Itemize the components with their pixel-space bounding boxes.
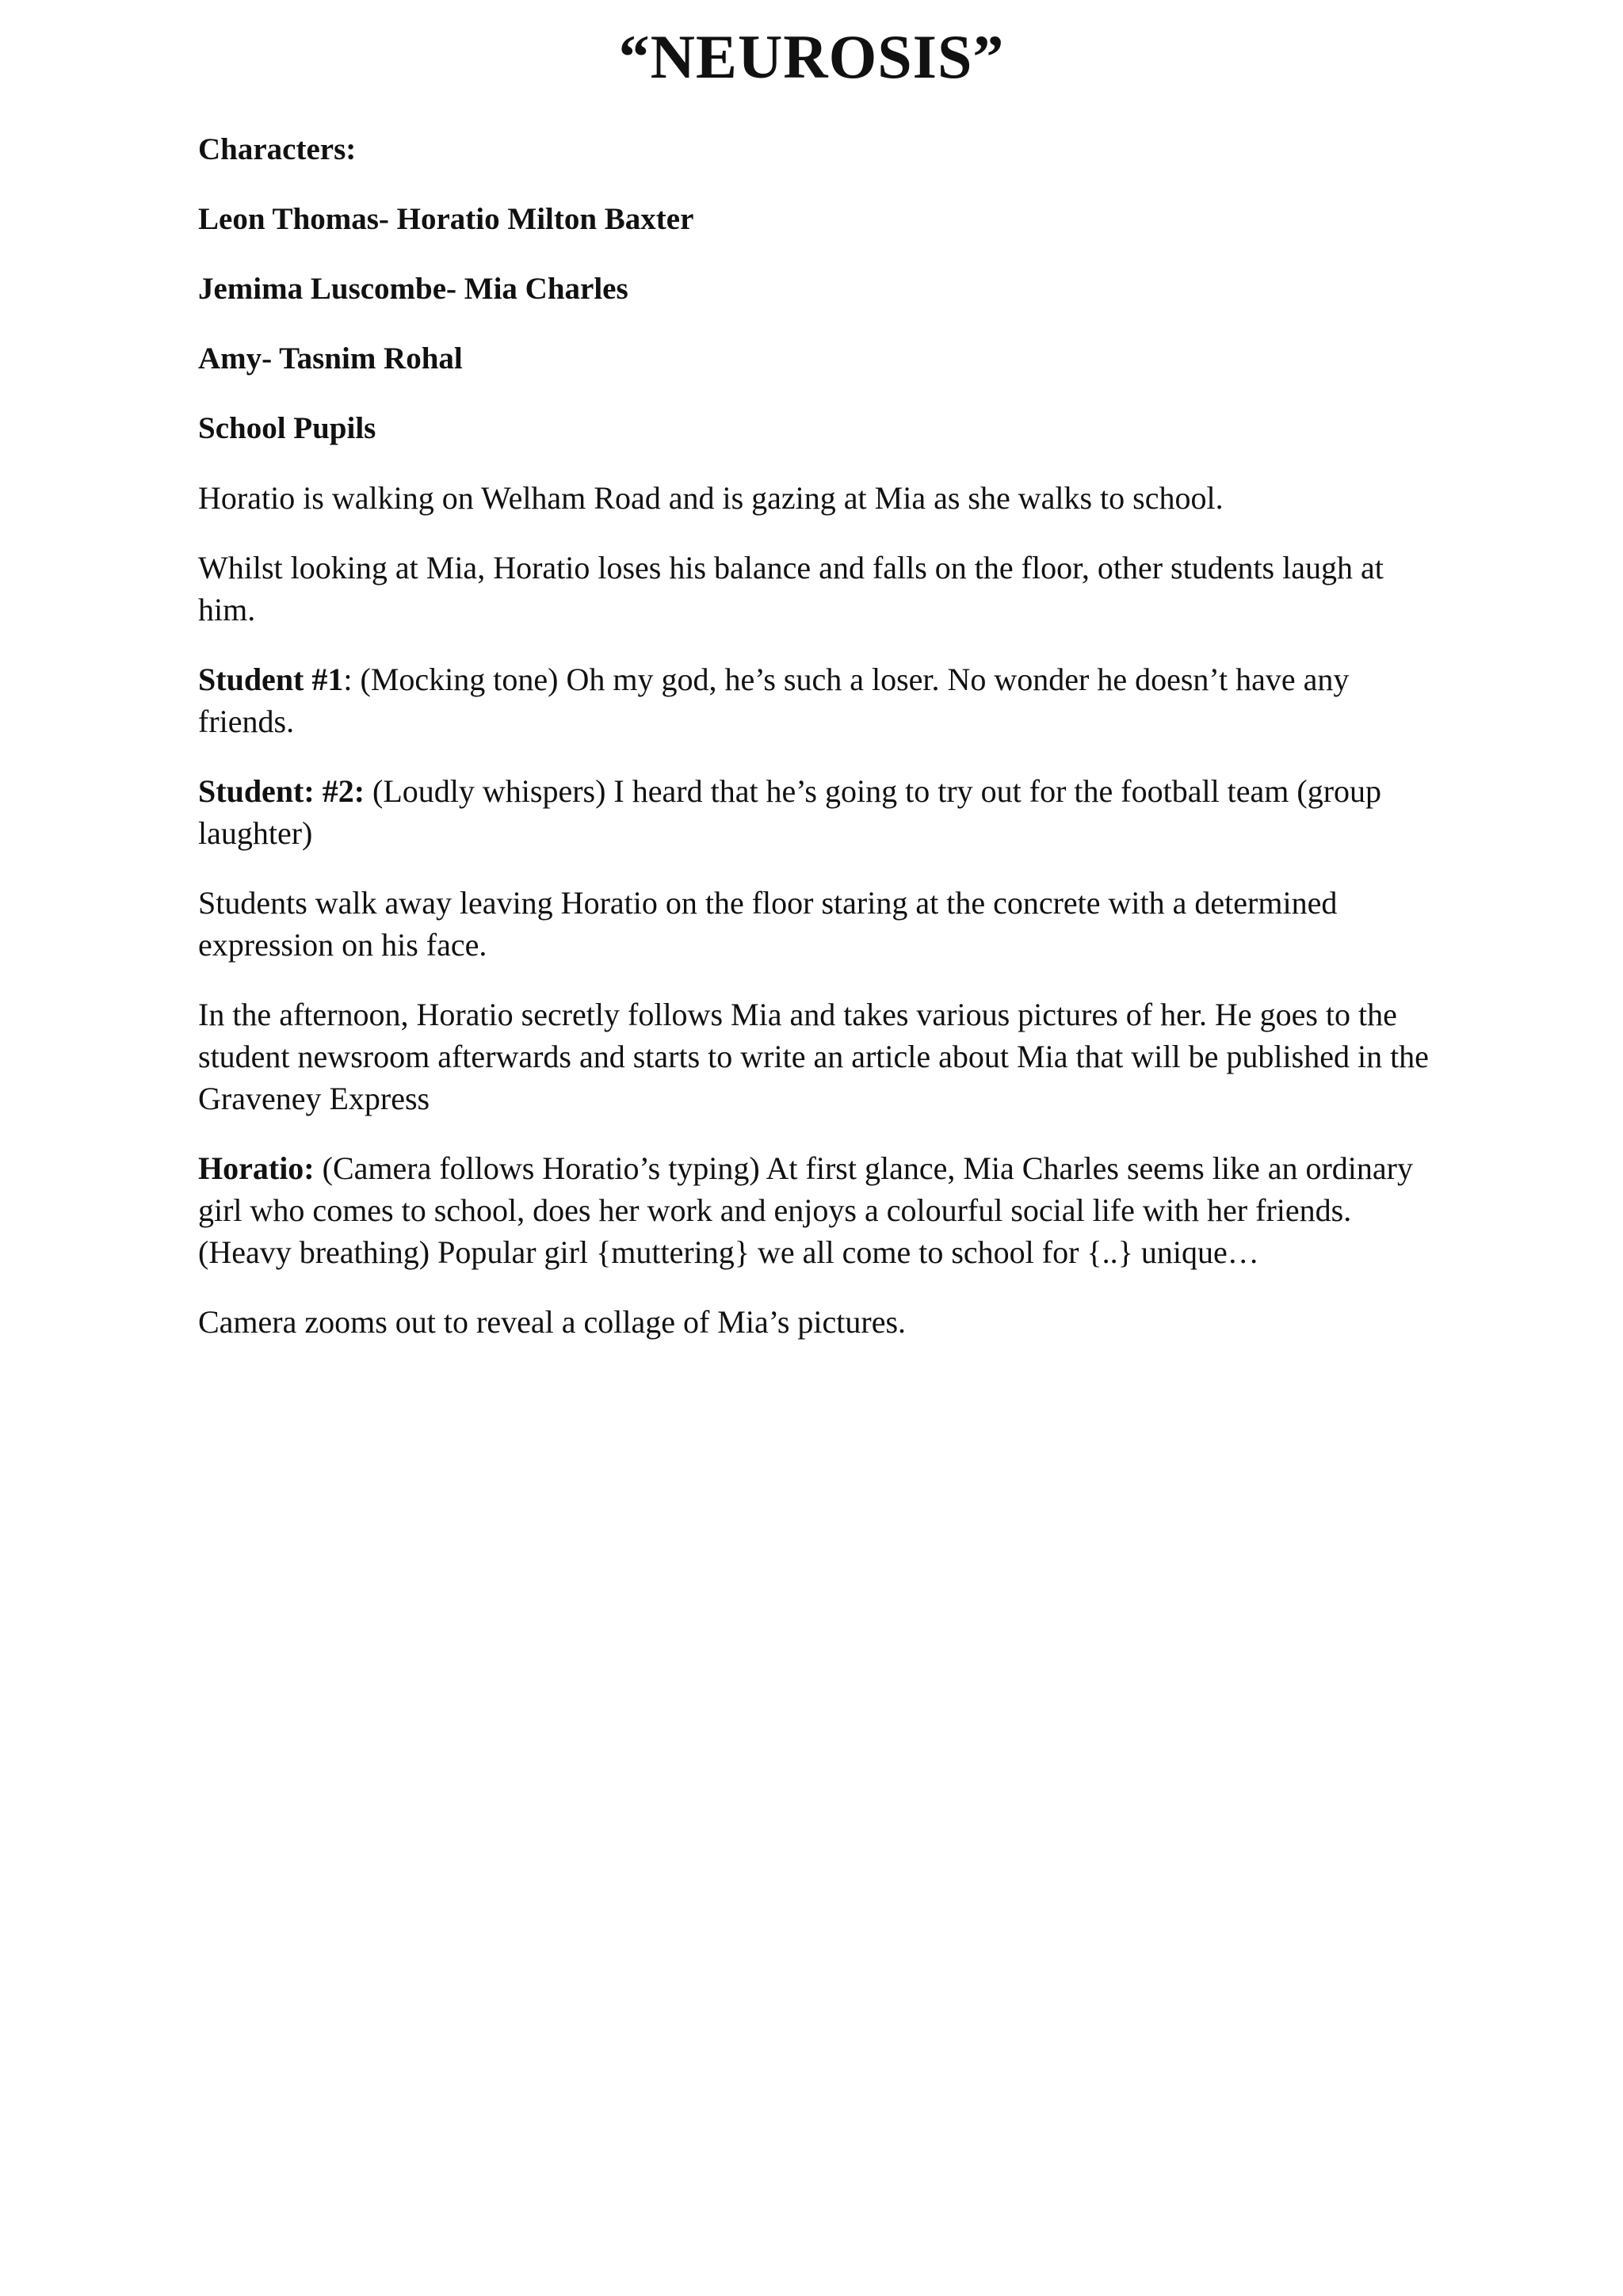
speaker-name: Student #1 <box>198 662 344 697</box>
document-title: “NEUROSIS” <box>618 22 1005 91</box>
dialogue-line <box>198 658 1434 742</box>
dialogue-line <box>198 1147 1434 1273</box>
stage-direction: In the afternoon, Horatio secretly follows Mia and takes various pictures of her. He goes to the student newsroom afterwards and starts to write an article about Mia that will be published in the Graveney Express <box>198 997 1429 1116</box>
character-item: School Pupils <box>198 411 376 445</box>
speaker-name: Horatio: <box>198 1150 315 1186</box>
character-item: Leon Thomas- Horatio Milton Baxter <box>198 202 694 236</box>
dialogue-text: (Camera follows Horatio’s typing) At first glance, Mia Charles seems like an ordinary girl who comes to school, does her work and enjoys a colourful social life with her friends. (Heavy breathing) Popular girl {muttering} we all come to school for {..} unique… <box>198 1150 1413 1270</box>
dialogue-line <box>198 770 1434 854</box>
document-body <box>198 128 1434 1371</box>
character-item: Amy- Tasnim Rohal <box>198 341 463 376</box>
stage-direction: Camera zooms out to reveal a collage of Mia’s pictures. <box>198 1304 907 1340</box>
dialogue-text: : (Mocking tone) Oh my god, he’s such a loser. No wonder he doesn’t have any friends. <box>198 662 1350 739</box>
speaker-name: Student: #2: <box>198 773 365 809</box>
stage-direction: Horatio is walking on Welham Road and is gazing at Mia as she walks to school. <box>198 480 1224 516</box>
dialogue-text: (Loudly whispers) I heard that he’s going to try out for the football team (group laughter) <box>198 773 1382 851</box>
character-item: Jemima Luscombe- Mia Charles <box>198 272 628 306</box>
stage-direction: Students walk away leaving Horatio on the floor staring at the concrete with a determined expression on his face. <box>198 885 1338 963</box>
characters-heading: Characters: <box>198 132 357 166</box>
stage-direction: Whilst looking at Mia, Horatio loses his balance and falls on the floor, other students laugh at him. <box>198 550 1384 627</box>
